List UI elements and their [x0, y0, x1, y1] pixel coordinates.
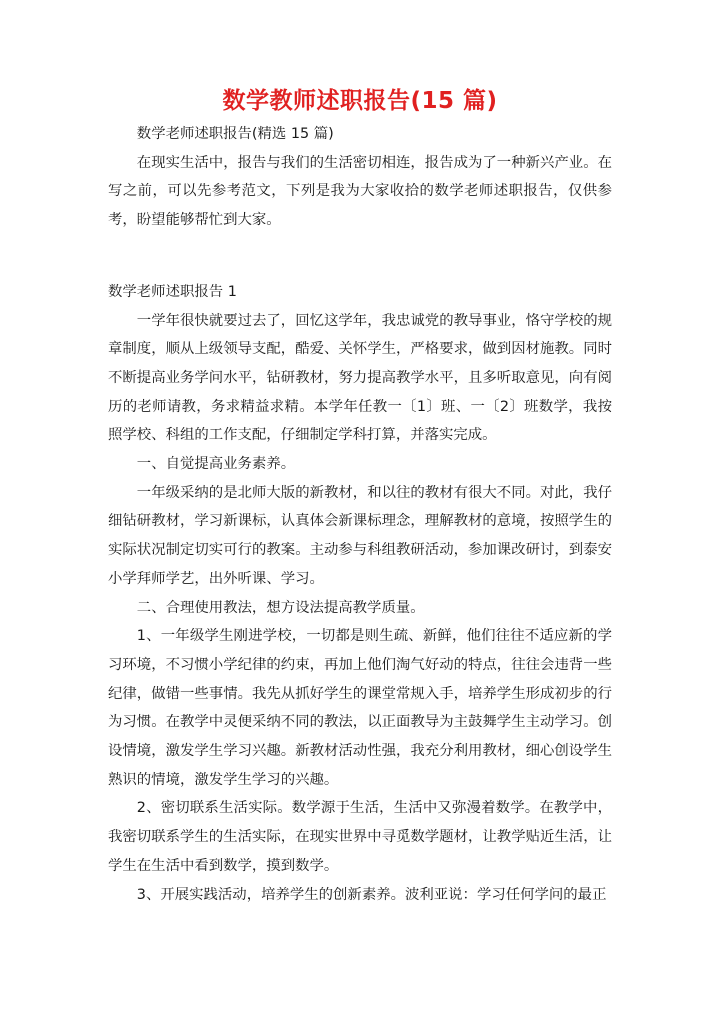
document-title: 数学教师述职报告(15 篇) [222, 88, 498, 114]
body-paragraph: 一学年很快就要过去了，回忆这学年，我忠诚党的教导事业，恪守学校的规章制度，顺从上级领导支配，酷爱、关怀学生，严格要求，做到因材施教。同时不断提高业务学问水平，钻研教材，努力提高教学水平，且多听取意见，向有阅历的老师请教，务求精益求精。本学年任教一〔1〕班、一〔2〕班数学，我按照学校、科组的工作支配，仔细制定学科打算，并落实完成。 [108, 312, 612, 444]
subsection-heading: 一、自觉提高业务素养。 [136, 456, 296, 473]
document-subtitle: 数学老师述职报告(精选 15 篇) [136, 126, 334, 142]
subsection-heading: 二、合理使用教法，想方设法提高教学质量。 [136, 599, 425, 616]
body-paragraph: 一年级采纳的是北师大版的新教材，和以往的教材有很大不同。对此，我仔细钻研教材，学习新课标，认真体会新课标理念，理解教材的意境，按照学生的实际状况制定切实可行的教案。主动参与科组教研活动，参加课改研讨，到泰安小学拜师学艺，出外听课、学习。 [108, 484, 612, 587]
section-heading: 数学老师述职报告 1 [108, 283, 237, 300]
document-body [108, 120, 612, 909]
intro-paragraph: 在现实生活中，报告与我们的生活密切相连，报告成为了一种新兴产业。在写之前，可以先参考范文，下列是我为大家收拾的数学老师述职报告，仅供参考，盼望能够帮忙到大家。 [108, 154, 612, 229]
body-paragraph: 3、开展实践活动，培养学生的创新素养。波利亚说：学习任何学问的最正 [136, 886, 607, 903]
body-paragraph: 2、密切联系生活实际。数学源于生活，生活中又弥漫着数学。在教学中，我密切联系学生的生活实际，在现实世界中寻觅数学题材，让教学贴近生活，让学生在生活中看到数学，摸到数学。 [108, 800, 612, 874]
section-spacer [108, 235, 612, 263]
body-paragraph: 1、一年级学生刚进学校，一切都是则生疏、新鲜，他们往往不适应新的学习环境，不习惯小学纪律的约束，再加上他们淘气好动的特点，往往会违背一些纪律，做错一些事情。我先从抓好学生的课堂常规入手，培养学生形成初步的行为习惯。在教学中灵便采纳不同的教法，以正面教导为主鼓舞学生主动学习。创设情境，激发学生学习兴趣。新教材活动性强，我充分利用教材，细心创设学生熟识的情境，激发学生学习的兴趣。 [108, 628, 612, 788]
